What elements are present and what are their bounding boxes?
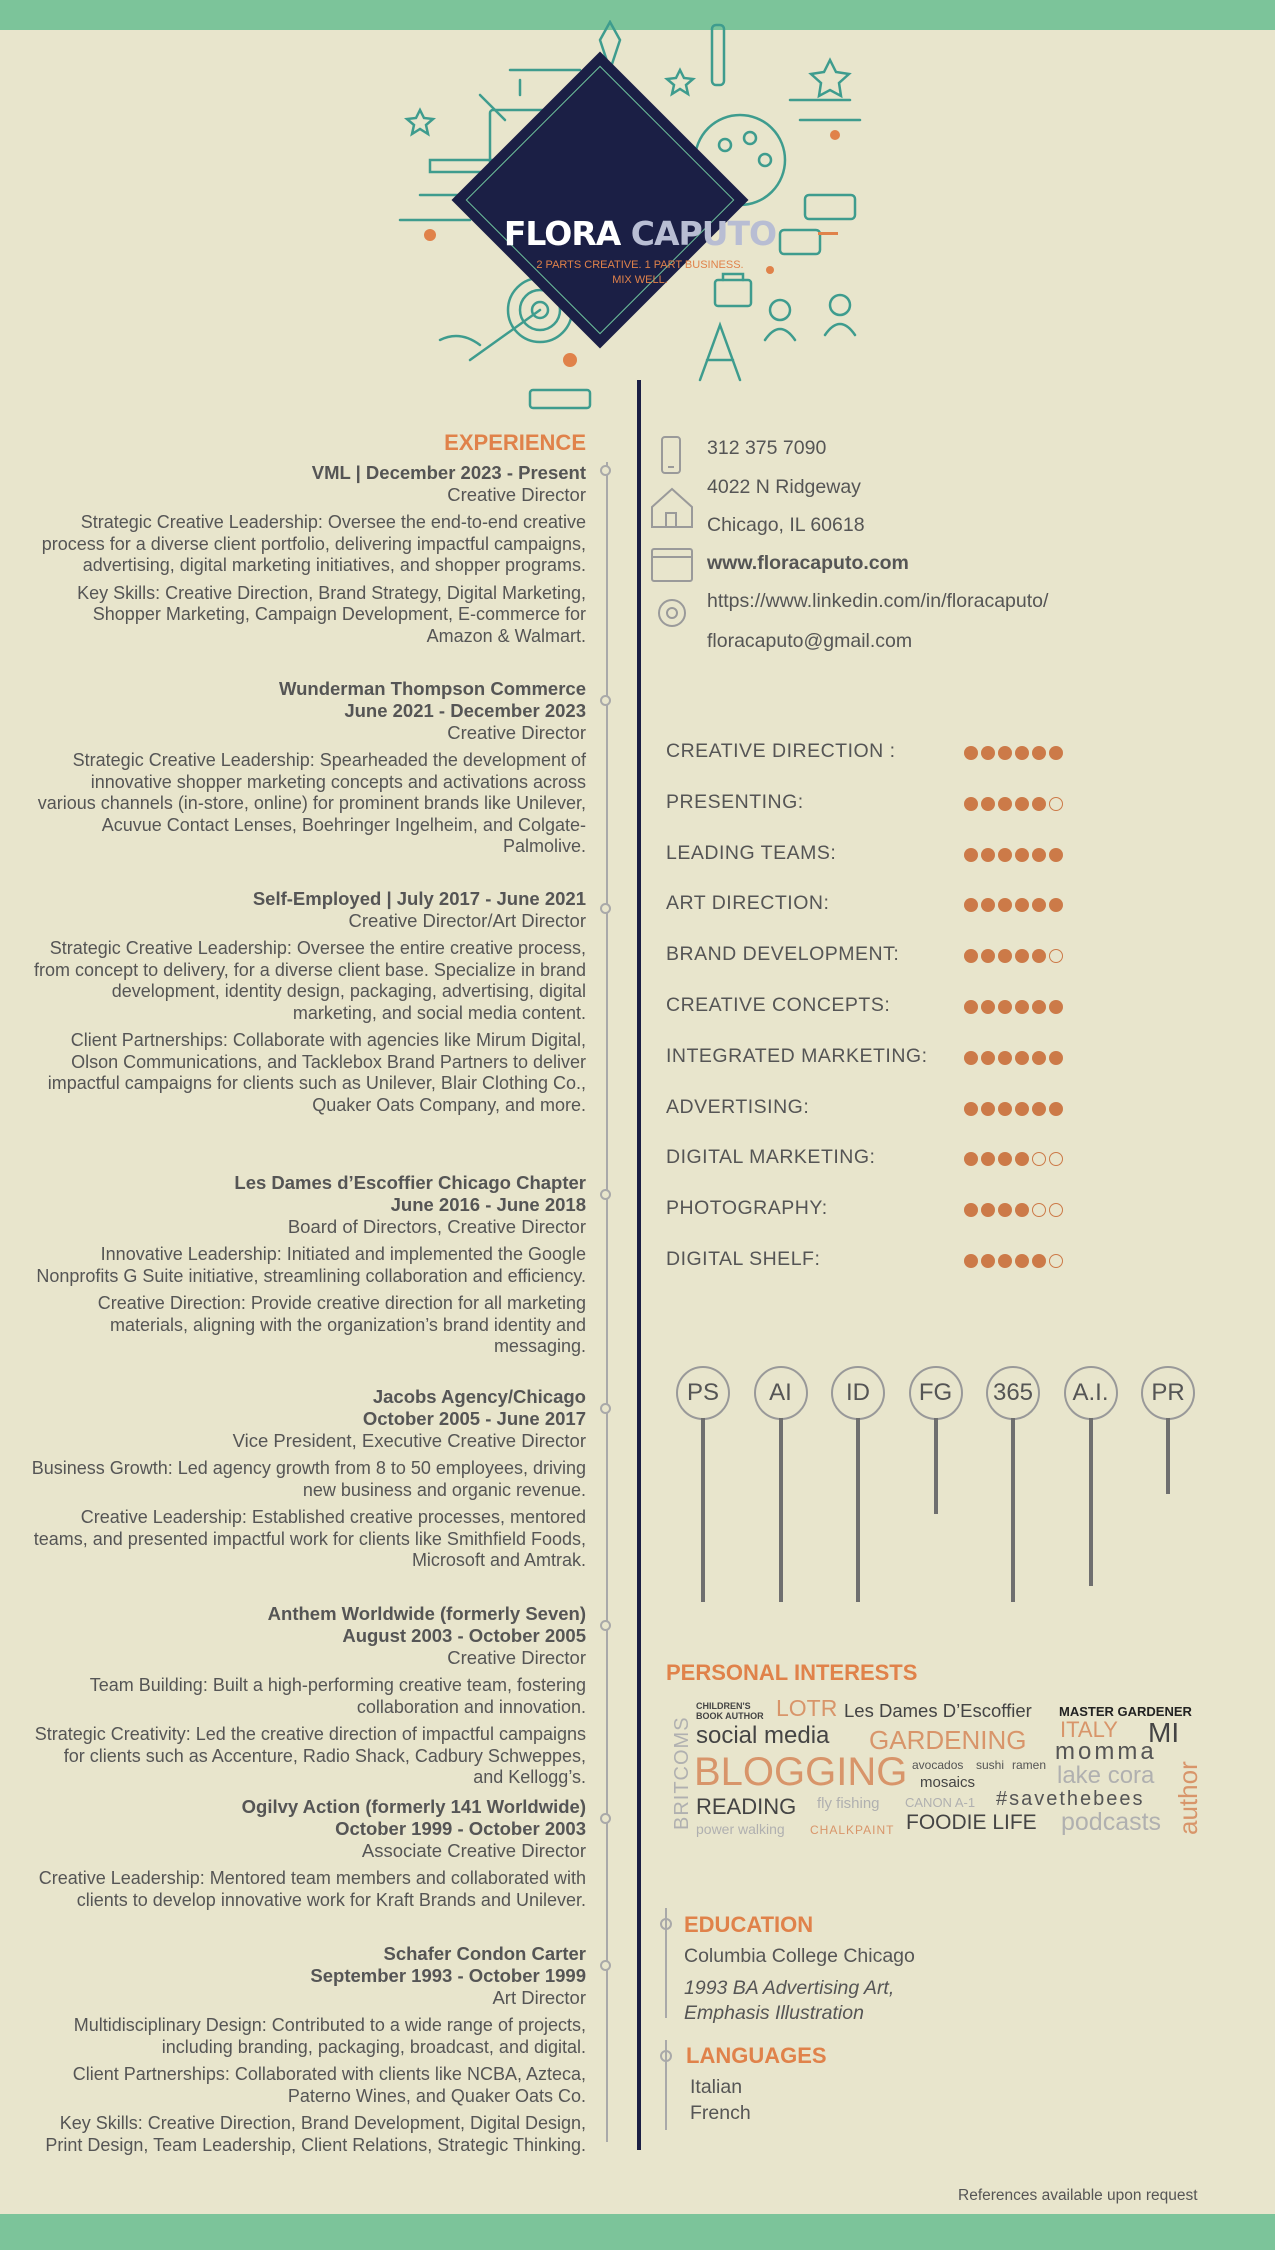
software-label: AI <box>754 1366 808 1420</box>
experience-heading: EXPERIENCE <box>444 430 586 455</box>
interest-word: lake cora <box>1057 1762 1155 1789</box>
rating-dot-filled <box>1015 1152 1029 1166</box>
interest-word: mosaics <box>920 1774 976 1791</box>
interest-word: CANON A-1 <box>905 1795 976 1810</box>
rating-dot-empty <box>1049 1152 1063 1166</box>
contact-street: 4022 N Ridgeway <box>707 476 861 498</box>
center-spine <box>637 380 641 2150</box>
last-name: CAPUTO <box>630 214 777 253</box>
software-label: 365 <box>986 1366 1040 1420</box>
job-description: Team Building: Built a high-performing creative team, fostering collaboration and innovation. <box>89 1675 586 1717</box>
skill-label: DIGITAL MARKETING: <box>666 1146 876 1169</box>
rating-dot-filled <box>1049 1051 1063 1065</box>
references-note: References available upon request <box>958 2187 1198 2204</box>
timeline-dot <box>600 1813 611 1824</box>
job-description: Strategic Creative Leadership: Spearheaded the development of innovative shopper marketing concepts and activations across various channels (in-store, online) for prominent brands like Unilever, Acuvue Contact Lenses, Boehringer Ingelheim, and Colgate-Palmolive. <box>37 750 586 856</box>
job-role: Creative Director/Art Director <box>348 910 586 931</box>
header-name <box>500 214 780 253</box>
languages-heading: LANGUAGES <box>686 2043 827 2068</box>
rating-dot-filled <box>981 949 995 963</box>
job-dates: October 1999 - October 2003 <box>335 1818 586 1839</box>
timeline-line <box>606 462 608 2142</box>
skill-label: DIGITAL SHELF: <box>666 1248 821 1270</box>
contact-phone[interactable]: 312 375 7090 <box>707 437 827 459</box>
rating-dot-filled <box>1032 746 1046 760</box>
job-role: Creative Director <box>447 484 586 505</box>
star-icon <box>811 60 849 96</box>
interest-word: FOODIE LIFE <box>906 1811 1037 1834</box>
job-role: Vice President, Executive Creative Director <box>232 1430 586 1451</box>
rating-dot-filled <box>1015 1203 1029 1217</box>
rating-dot-filled <box>964 1051 978 1065</box>
rating-dot-filled <box>1015 1051 1029 1065</box>
software-skill <box>676 1366 728 1420</box>
rating-dot-filled <box>1049 746 1063 760</box>
interest-word: social media <box>696 1722 830 1749</box>
job-title: Wunderman Thompson Commerce <box>278 678 586 699</box>
software-label: A.I. <box>1064 1366 1118 1420</box>
rating-dot-filled <box>1015 898 1029 912</box>
job-entry <box>30 1603 586 1789</box>
software-label: ID <box>831 1366 885 1420</box>
job-dates: October 2005 - June 2017 <box>362 1408 586 1429</box>
skill-rating <box>964 949 1063 963</box>
rating-dot-filled <box>981 1051 995 1065</box>
rating-dot-filled <box>964 1152 978 1166</box>
job-description: Strategic Creative Leadership: Oversee the end-to-end creative process for a diverse client portfolio, delivering impactful campaigns, advertising, digital marketing initiatives, and shopper programs. <box>41 512 586 575</box>
job-description: Business Growth: Led agency growth from 8 to 50 employees, driving new business and organic revenue. <box>31 1458 586 1500</box>
rating-dot-empty <box>1049 797 1063 811</box>
rating-dot-filled <box>981 1152 995 1166</box>
job-title: Anthem Worldwide (formerly Seven) <box>267 1603 586 1624</box>
skill-rating <box>964 1051 1063 1065</box>
education-line <box>665 1908 667 2018</box>
arrow-icon <box>470 310 540 360</box>
rating-dot-filled <box>981 1000 995 1014</box>
rating-dot-filled <box>998 1203 1012 1217</box>
interest-word: READING <box>696 1794 797 1819</box>
chat-bubble-icon <box>780 230 820 254</box>
rating-dot-filled <box>1015 1254 1029 1268</box>
skill-label: BRAND DEVELOPMENT: <box>666 943 900 966</box>
rating-dot-filled <box>998 1152 1012 1166</box>
rating-dot-filled <box>964 848 978 862</box>
rating-dot-empty <box>1032 1152 1046 1166</box>
timeline-dot <box>600 1403 611 1414</box>
timeline-dot <box>600 1960 611 1971</box>
rating-dot-filled <box>998 1000 1012 1014</box>
rating-dot-filled <box>981 797 995 811</box>
job-title: Jacobs Agency/Chicago <box>372 1386 586 1407</box>
job-description: Client Partnerships: Collaborated with clients like NCBA, Azteca, Paterno Wines, and Quaker Oats Co. <box>72 2064 586 2106</box>
language-item: French <box>690 2102 751 2124</box>
skill-label: PRESENTING: <box>666 790 804 813</box>
interest-word: author <box>1173 1761 1203 1835</box>
skill-rating <box>964 797 1063 811</box>
rating-dot-filled <box>998 1051 1012 1065</box>
rating-dot-filled <box>964 1102 978 1116</box>
skill-label: ART DIRECTION: <box>666 892 830 915</box>
education-school: Columbia College Chicago <box>684 1945 915 1967</box>
rating-dot-filled <box>1032 1051 1046 1065</box>
rating-dot-filled <box>964 1254 978 1268</box>
first-name: FLORA <box>503 214 621 253</box>
job-title: Self-Employed | July 2017 - June 2021 <box>252 888 586 909</box>
rating-dot-filled <box>998 898 1012 912</box>
rating-dot-filled <box>998 797 1012 811</box>
rating-dot-filled <box>964 1203 978 1217</box>
job-entry <box>30 888 586 1116</box>
job-dates: June 2016 - June 2018 <box>390 1194 586 1215</box>
rating-dot-filled <box>964 746 978 760</box>
header-tagline: 2 PARTS CREATIVE. 1 PART BUSINESS. MIX WELL. <box>536 259 744 286</box>
interest-word: Les Dames D’Escoffier <box>844 1700 1032 1721</box>
at-icon <box>659 600 685 626</box>
skill-rating <box>964 1254 1063 1268</box>
job-entry <box>30 1172 586 1358</box>
software-level-bar <box>1089 1418 1093 1586</box>
browser-icon <box>652 549 692 581</box>
language-item: Italian <box>690 2076 743 2098</box>
rating-dot-filled <box>998 746 1012 760</box>
rating-dot-empty <box>1032 1203 1046 1217</box>
bottom-band <box>0 2214 1275 2250</box>
rating-dot-filled <box>964 1000 978 1014</box>
letter-a-icon <box>700 325 740 380</box>
rating-dot-filled <box>964 797 978 811</box>
rating-dot-filled <box>981 1203 995 1217</box>
job-title: VML | December 2023 - Present <box>311 462 586 483</box>
rating-dot-filled <box>964 898 978 912</box>
interest-word: power walking <box>696 1821 785 1837</box>
job-role: Board of Directors, Creative Director <box>287 1216 586 1237</box>
rating-dot-filled <box>964 949 978 963</box>
job-description: Multidisciplinary Design: Contributed to a wide range of projects, including branding, packaging, broadcast, and digital. <box>73 2015 586 2057</box>
software-label: PS <box>676 1366 730 1420</box>
job-role: Creative Director <box>447 722 586 743</box>
rating-dot-filled <box>1015 1000 1029 1014</box>
job-role: Associate Creative Director <box>361 1840 586 1861</box>
job-title: Schafer Condon Carter <box>383 1943 586 1964</box>
software-skill <box>831 1366 883 1420</box>
software-skill <box>1141 1366 1193 1420</box>
house-icon <box>652 489 692 527</box>
job-entry <box>30 1943 586 2156</box>
skill-rating <box>964 1000 1063 1014</box>
skill-rating <box>964 898 1063 912</box>
rating-dot-filled <box>981 1254 995 1268</box>
rating-dot-filled <box>1049 1000 1063 1014</box>
languages-line <box>665 2040 667 2130</box>
software-skill <box>909 1366 961 1420</box>
job-description: Key Skills: Creative Direction, Brand Strategy, Digital Marketing, Shopper Marketing, Campaign Development, E-commerce for Amazon & Walmart. <box>77 582 586 646</box>
contact-linkedin[interactable]: https://www.linkedin.com/in/floracaputo/ <box>707 590 1049 612</box>
person-icon <box>770 300 790 320</box>
software-label: FG <box>909 1366 963 1420</box>
rating-dot-filled <box>1032 1000 1046 1014</box>
interest-word: LOTR <box>776 1695 838 1721</box>
skill-label: INTEGRATED MARKETING: <box>666 1044 928 1067</box>
rating-dot-filled <box>998 848 1012 862</box>
job-description: Strategic Creativity: Led the creative direction of impactful campaigns for clients such as Accenture, Radio Shack, Cadbury Schweppes, and Kellogg’s. <box>34 1724 586 1787</box>
skill-rating <box>964 1152 1063 1166</box>
contact-icons <box>650 435 696 635</box>
timeline-dot <box>600 903 611 914</box>
software-skill <box>1064 1366 1116 1420</box>
interest-word: MASTER GARDENER <box>1059 1704 1192 1719</box>
rating-dot-filled <box>1015 746 1029 760</box>
skill-label: CREATIVE DIRECTION : <box>666 740 896 762</box>
interest-word: avocados <box>912 1758 964 1772</box>
rating-dot-empty <box>1049 1254 1063 1268</box>
skill-label: CREATIVE CONCEPTS: <box>666 994 891 1016</box>
software-level-bar <box>1011 1418 1015 1602</box>
interest-word: CHALKPAINT <box>810 1823 895 1837</box>
job-entry <box>30 678 586 858</box>
interest-word: ITALY <box>1060 1717 1118 1742</box>
interest-word: BLOGGING <box>694 1750 908 1794</box>
rating-dot-filled <box>1049 1102 1063 1116</box>
education-heading: EDUCATION <box>684 1912 814 1937</box>
job-title: Ogilvy Action (formerly 141 Worldwide) <box>241 1796 586 1817</box>
skill-rating <box>964 1102 1063 1116</box>
rating-dot-filled <box>1032 1254 1046 1268</box>
interest-word: #savethebees <box>996 1788 1145 1810</box>
timeline-dot <box>600 465 611 476</box>
rating-dot-filled <box>1015 1102 1029 1116</box>
skill-rating <box>964 746 1063 760</box>
job-description: Creative Leadership: Mentored team members and collaborated with clients to develop innovative work for Kraft Brands and Unilever. <box>38 1868 586 1910</box>
software-level-bar <box>779 1418 783 1602</box>
job-dates: June 2021 - December 2023 <box>344 700 586 721</box>
education-degree-detail: Emphasis Illustration <box>684 2002 864 2024</box>
software-level-bar <box>1166 1418 1170 1494</box>
skill-label: PHOTOGRAPHY: <box>666 1197 828 1220</box>
interest-word: BRITCOMS <box>671 1716 693 1830</box>
interest-word: ramen <box>1012 1758 1047 1772</box>
contact-website[interactable]: www.floracaputo.com <box>707 552 909 574</box>
skill-rating <box>964 848 1063 862</box>
interest-word: fly fishing <box>817 1795 880 1812</box>
interest-word: momma <box>1055 1738 1157 1765</box>
interest-word: CHILDREN'S <box>696 1701 751 1711</box>
rating-dot-filled <box>1032 949 1046 963</box>
rating-dot-filled <box>1032 797 1046 811</box>
rating-dot-filled <box>981 898 995 912</box>
rating-dot-filled <box>1049 848 1063 862</box>
interest-word: podcasts <box>1061 1808 1162 1836</box>
rating-dot-empty <box>1049 1203 1063 1217</box>
software-label: PR <box>1141 1366 1195 1420</box>
rating-dot-filled <box>1032 848 1046 862</box>
rating-dot-filled <box>1049 898 1063 912</box>
rating-dot-filled <box>1032 1102 1046 1116</box>
job-role: Creative Director <box>447 1647 586 1668</box>
rating-dot-filled <box>981 848 995 862</box>
interest-word: MI <box>1148 1717 1180 1748</box>
rating-dot-filled <box>981 1102 995 1116</box>
job-description: Creative Direction: Provide creative direction for all marketing materials, aligning with the organization’s brand identity and messaging. <box>97 1293 586 1356</box>
job-description: Creative Leadership: Established creative processes, mentored teams, and presented impactful work for clients like Smithfield Foods, Microsoft and Amtrak. <box>33 1507 586 1570</box>
job-entry <box>30 1386 586 1572</box>
pencil-small-icon <box>480 95 505 120</box>
rating-dot-filled <box>1015 797 1029 811</box>
job-dates: September 1993 - October 1999 <box>310 1965 586 1986</box>
job-entry <box>30 462 586 647</box>
rating-dot-filled <box>998 1254 1012 1268</box>
rating-dot-filled <box>1015 949 1029 963</box>
timeline-dot <box>600 1189 611 1200</box>
education-degree: 1993 BA Advertising Art, <box>684 1977 895 1999</box>
timeline-dot <box>600 1620 611 1631</box>
contact-city: Chicago, IL 60618 <box>707 514 865 536</box>
skill-rating <box>964 1203 1063 1217</box>
software-skill <box>754 1366 806 1420</box>
interest-word: BOOK AUTHOR <box>696 1711 764 1721</box>
interest-word: sushi <box>976 1758 1005 1772</box>
job-dates: August 2003 - October 2005 <box>342 1625 586 1646</box>
rating-dot-filled <box>1015 848 1029 862</box>
rating-dot-empty <box>1049 949 1063 963</box>
pencil-icon <box>712 25 724 85</box>
contact-email[interactable]: floracaputo@gmail.com <box>707 630 913 652</box>
job-description: Client Partnerships: Collaborate with agencies like Mirum Digital, Olson Communications, and Tacklebox Brand Partners to deliver impactful campaigns for clients such as Unilever, Blair Clothing Co., Quaker Oats Company, and more. <box>47 1030 586 1115</box>
interests-heading: PERSONAL INTERESTS <box>666 1660 918 1685</box>
job-role: Art Director <box>492 1987 586 2008</box>
rating-dot-filled <box>981 746 995 760</box>
skill-label: ADVERTISING: <box>666 1095 810 1118</box>
software-level-bar <box>701 1418 705 1602</box>
rating-dot-filled <box>998 949 1012 963</box>
skill-label: LEADING TEAMS: <box>666 841 837 864</box>
interest-word: GARDENING <box>869 1725 1027 1755</box>
job-entry <box>30 1796 586 1911</box>
rating-dot-filled <box>998 1102 1012 1116</box>
software-skill <box>986 1366 1038 1420</box>
rating-dot-filled <box>1032 898 1046 912</box>
job-description: Key Skills: Creative Direction, Brand Development, Digital Design, Print Design, Team Leadership, Client Relations, Strategic Thinking. <box>45 2113 586 2155</box>
software-level-bar <box>934 1418 938 1514</box>
timeline-dot <box>600 695 611 706</box>
software-level-bar <box>856 1418 860 1602</box>
job-title: Les Dames d’Escoffier Chicago Chapter <box>234 1172 586 1193</box>
job-description: Strategic Creative Leadership: Oversee the entire creative process, from concept to delivery, for a diverse client base. Specialize in brand development, identity design, packaging, advertising, digital marketing, and social media content. <box>34 938 586 1023</box>
job-description: Innovative Leadership: Initiated and implemented the Google Nonprofits G Suite initiative, streamlining collaboration and efficiency. <box>36 1244 586 1286</box>
